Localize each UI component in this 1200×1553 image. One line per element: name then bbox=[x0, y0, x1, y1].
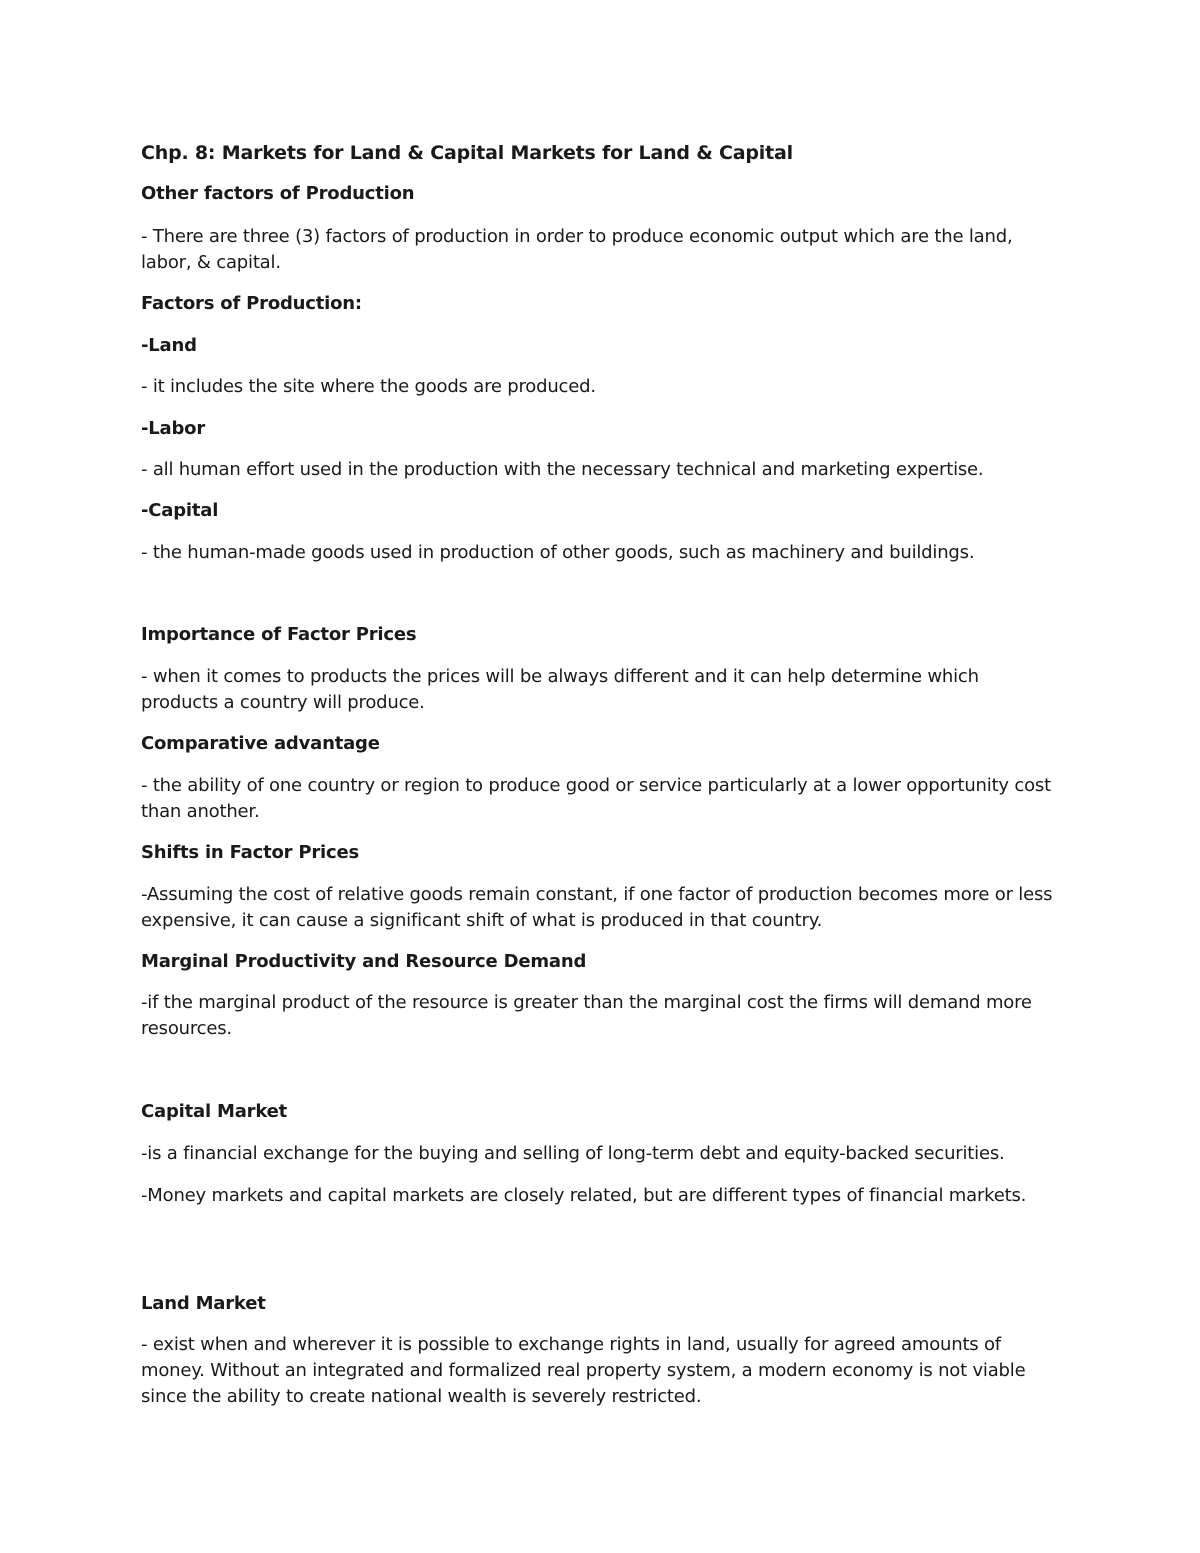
paragraph-labor: - all human effort used in the production with the necessary technical and marketing expertise. bbox=[141, 459, 984, 480]
paragraph-factor-prices: - when it comes to products the prices will be always different and it can help determine which products a country will produce. bbox=[141, 666, 979, 713]
heading-factor-prices: Importance of Factor Prices bbox=[141, 624, 417, 645]
heading-factors-of-production: Factors of Production: bbox=[141, 293, 362, 314]
paragraph-other-factors: - There are three (3) factors of production in order to produce economic output which are the land, labor, & capital. bbox=[141, 226, 1013, 273]
heading-land-market: Land Market bbox=[141, 1293, 266, 1314]
paragraph-capital: - the human-made goods used in production of other goods, such as machinery and buildings. bbox=[141, 542, 975, 563]
heading-comparative-advantage: Comparative advantage bbox=[141, 733, 380, 754]
label-land: -Land bbox=[141, 335, 197, 356]
heading-marginal: Marginal Productivity and Resource Demand bbox=[141, 951, 587, 972]
label-labor: -Labor bbox=[141, 418, 206, 439]
paragraph-land: - it includes the site where the goods are produced. bbox=[141, 376, 596, 397]
paragraph-shifts: -Assuming the cost of relative goods remain constant, if one factor of production becomes more or less expensive, it can cause a significant shift of what is produced in that country. bbox=[141, 884, 1053, 931]
paragraph-marginal: -if the marginal product of the resource is greater than the marginal cost the firms will demand more resources. bbox=[141, 992, 1032, 1039]
paragraph-land-market: - exist when and wherever it is possible to exchange rights in land, usually for agreed amounts of money. Without an integrated and formalized real property system, a modern economy is not viable since the ability to create national wealth is severely restricted. bbox=[141, 1334, 1026, 1407]
heading-shifts: Shifts in Factor Prices bbox=[141, 842, 360, 863]
paragraph-capital-market-1: -is a financial exchange for the buying and selling of long-term debt and equity-backed securities. bbox=[141, 1143, 1005, 1164]
document-title: Chp. 8: Markets for Land & Capital Markets for Land & Capital bbox=[141, 142, 793, 164]
heading-capital-market: Capital Market bbox=[141, 1101, 288, 1122]
heading-other-factors: Other factors of Production bbox=[141, 183, 415, 204]
label-capital: -Capital bbox=[141, 500, 219, 521]
paragraph-comparative-advantage: - the ability of one country or region to produce good or service particularly at a lower opportunity cost than another. bbox=[141, 775, 1051, 822]
paragraph-capital-market-2: -Money markets and capital markets are closely related, but are different types of financial markets. bbox=[141, 1185, 1027, 1206]
